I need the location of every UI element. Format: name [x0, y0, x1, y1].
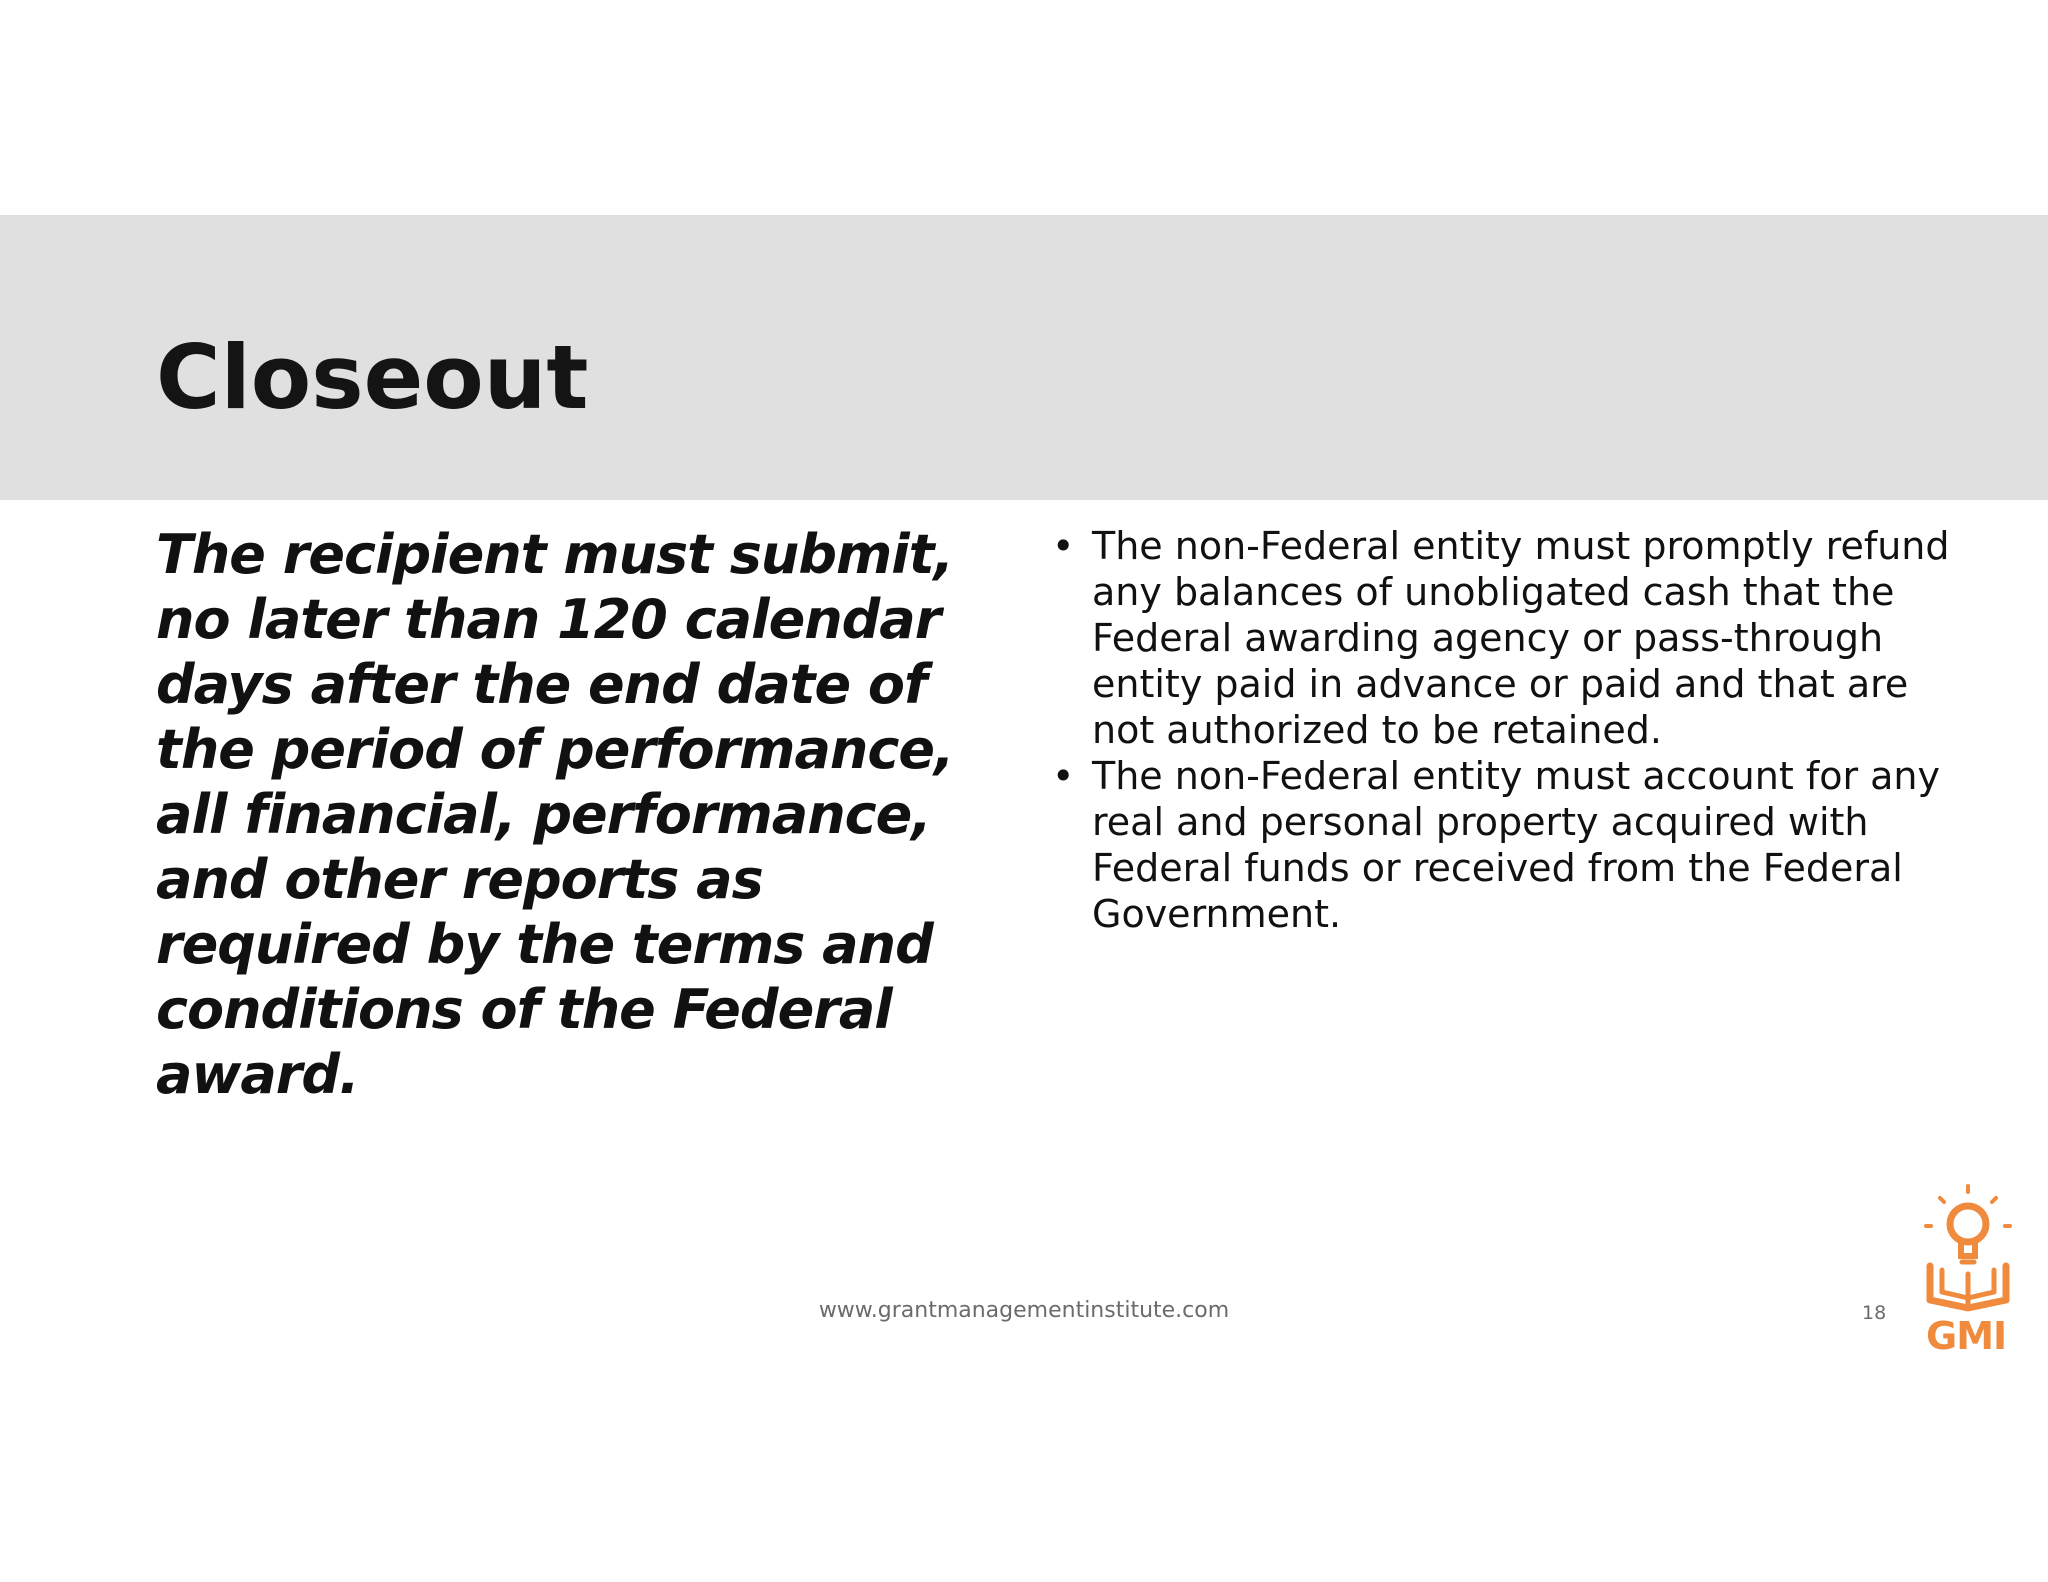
bullet-list	[1052, 523, 1952, 937]
bullet-item	[1052, 753, 1952, 937]
logo-text: GMI	[1926, 1314, 2007, 1358]
bullet-text: The non-Federal entity must promptly refund any balances of unobligated cash that the Federal awarding agency or pass-through entity paid in advance or paid and that are not authorized to be retained.	[1092, 524, 1950, 752]
footer-url: www.grantmanagementinstitute.com	[818, 1298, 1230, 1323]
page-number: 18	[1862, 1302, 1887, 1324]
slide-title: Closeout	[156, 326, 589, 429]
bullet-item	[1052, 523, 1952, 753]
bullet-dot: •	[1052, 754, 1075, 798]
bullet-text: The non-Federal entity must account for any real and personal property acquired with Federal funds or received from the Federal Government.	[1092, 754, 1941, 936]
bullet-dot: •	[1052, 524, 1075, 568]
lead-statement: The recipient must submit, no later than 120 calendar days after the end date of the period of performance, all financial, performance, and other reports as required by the terms and conditions of the Federal award.	[156, 523, 954, 1106]
